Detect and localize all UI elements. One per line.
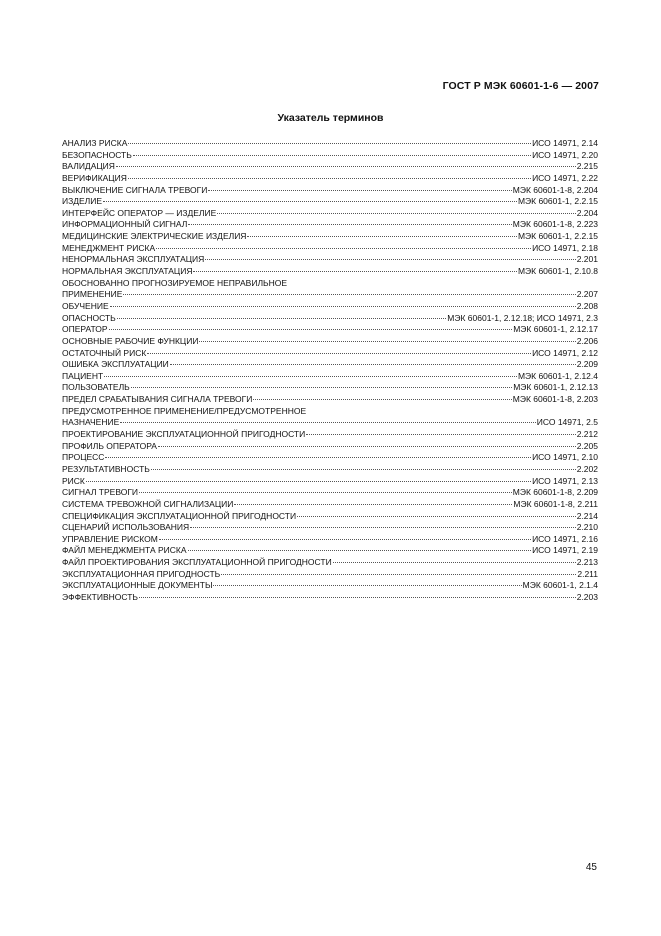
- index-entry: [62, 231, 598, 243]
- index-entry: [62, 522, 598, 534]
- index-reference: 2.215: [576, 161, 598, 172]
- index-entry: [62, 499, 598, 511]
- index-term: ПРОЦЕСС: [62, 452, 105, 463]
- index-entry: [62, 511, 598, 523]
- index-term: НОРМАЛЬНАЯ ЭКСПЛУАТАЦИЯ: [62, 266, 193, 277]
- index-reference: МЭК 60601-1, 2.10.8: [517, 266, 598, 277]
- index-entry: [62, 219, 598, 231]
- dot-leader: [170, 364, 576, 365]
- index-entry: [62, 185, 598, 197]
- index-reference: МЭК 60601-1, 2.12.18; ИСО 14971, 2.3: [447, 312, 598, 323]
- index-reference: ИСО 14971, 2.5: [536, 417, 598, 428]
- index-entry: [62, 301, 598, 313]
- index-term: ПРИМЕНЕНИЕ: [62, 289, 123, 300]
- index-term: ОСНОВНЫЕ РАБОЧИЕ ФУНКЦИИ: [62, 335, 199, 346]
- index-entry: [62, 441, 598, 453]
- dot-leader: [234, 504, 512, 505]
- dot-leader: [217, 213, 575, 214]
- index-reference: МЭК 60601-1-8, 2.209: [512, 487, 598, 498]
- index-entry: [62, 534, 598, 546]
- index-entry: [62, 266, 598, 278]
- index-entry: [62, 382, 598, 394]
- dot-leader: [117, 318, 447, 319]
- dot-leader: [139, 597, 576, 598]
- index-entry: [62, 359, 598, 371]
- index-term: СИСТЕМА ТРЕВОЖНОЙ СИГНАЛИЗАЦИИ: [62, 498, 234, 509]
- index-reference: 2.213: [576, 557, 598, 568]
- index-reference: 2.203: [576, 591, 598, 602]
- index-entry: [62, 254, 598, 266]
- index-entry: [62, 324, 598, 336]
- index-term: БЕЗОПАСНОСТЬ: [62, 149, 132, 160]
- index-entry: [62, 150, 598, 162]
- index-term: МЕДИЦИНСКИЕ ЭЛЕКТРИЧЕСКИЕ ИЗДЕЛИЯ: [62, 231, 247, 242]
- index-entry: [62, 161, 598, 173]
- index-entry: [62, 336, 598, 348]
- index-entry: [62, 464, 598, 476]
- index-term: ОБОСНОВАННО ПРОГНОЗИРУЕМОЕ НЕПРАВИЛЬНОЕ: [62, 277, 288, 288]
- index-reference: 2.204: [576, 207, 598, 218]
- index-reference: ИСО 14971, 2.12: [532, 347, 598, 358]
- dot-leader: [333, 562, 576, 563]
- index-term: РИСК: [62, 475, 85, 486]
- index-reference: 2.210: [576, 522, 598, 533]
- dot-leader: [208, 190, 511, 191]
- page-title: Указатель терминов: [277, 112, 384, 124]
- index-entry: [62, 545, 598, 557]
- dot-leader: [128, 178, 531, 179]
- index-term: ИНФОРМАЦИОННЫЙ СИГНАЛ: [62, 219, 188, 230]
- index-reference: ИСО 14971, 2.20: [532, 149, 598, 160]
- index-entry: [62, 289, 598, 301]
- index-term: ИНТЕРФЕЙС ОПЕРАТОР — ИЗДЕЛИЕ: [62, 207, 217, 218]
- index-term: ПРЕДУСМОТРЕННОЕ ПРИМЕНЕНИЕ/ПРЕДУСМОТРЕННОЕ: [62, 405, 307, 416]
- index-reference: 2.206: [576, 335, 598, 346]
- dot-leader: [123, 294, 575, 295]
- index-term: ФАЙЛ ПРОЕКТИРОВАНИЯ ЭКСПЛУАТАЦИОННОЙ ПРИГОДНОСТИ: [62, 557, 332, 568]
- index-entry: [62, 406, 598, 418]
- index-term: НЕНОРМАЛЬНАЯ ЭКСПЛУАТАЦИЯ: [62, 254, 205, 265]
- index-reference: 2.212: [576, 429, 598, 440]
- index-entry: [62, 417, 598, 429]
- term-index: [62, 138, 598, 604]
- dot-leader: [221, 574, 576, 575]
- index-reference: 2.211: [577, 568, 598, 579]
- dot-leader: [120, 422, 536, 423]
- index-term: ВЫКЛЮЧЕНИЕ СИГНАЛА ТРЕВОГИ: [62, 184, 208, 195]
- index-term: ОСТАТОЧНЫЙ РИСК: [62, 347, 147, 358]
- index-term: ПРЕДЕЛ СРАБАТЫВАНИЯ СИГНАЛА ТРЕВОГИ: [62, 394, 253, 405]
- dot-leader: [116, 166, 576, 167]
- dot-leader: [247, 236, 516, 237]
- index-reference: 2.209: [576, 359, 598, 370]
- index-reference: ИСО 14971, 2.22: [532, 172, 598, 183]
- dot-leader: [253, 399, 511, 400]
- index-term: РЕЗУЛЬТАТИВНОСТЬ: [62, 463, 150, 474]
- index-reference: МЭК 60601-1, 2.12.13: [513, 382, 598, 393]
- index-reference: 2.207: [576, 289, 598, 300]
- index-term: ОПАСНОСТЬ: [62, 312, 116, 323]
- index-reference: МЭК 60601-1-8, 2.211: [513, 498, 598, 509]
- index-term: ВАЛИДАЦИЯ: [62, 161, 115, 172]
- index-term: АНАЛИЗ РИСКА: [62, 138, 128, 148]
- dot-leader: [103, 201, 517, 202]
- dot-leader: [193, 271, 516, 272]
- dot-leader: [156, 248, 531, 249]
- index-term: НАЗНАЧЕНИЕ: [62, 417, 120, 428]
- index-reference: МЭК 60601-1, 2.12.4: [517, 370, 598, 381]
- index-term: СЦЕНАРИЙ ИСПОЛЬЗОВАНИЯ: [62, 522, 190, 533]
- index-term: ОБУЧЕНИЕ: [62, 300, 109, 311]
- index-term: УПРАВЛЕНИЕ РИСКОМ: [62, 533, 158, 544]
- dot-leader: [213, 585, 521, 586]
- page-number: 45: [585, 862, 597, 873]
- index-reference: МЭК 60601-1-8, 2.204: [512, 184, 598, 195]
- index-reference: МЭК 60601-1, 2.2.15: [517, 231, 598, 242]
- index-entry: [62, 208, 598, 220]
- dot-leader: [133, 155, 531, 156]
- index-entry: [62, 569, 598, 581]
- dot-leader: [188, 224, 511, 225]
- dot-leader: [158, 446, 576, 447]
- index-entry: [62, 487, 598, 499]
- index-entry: [62, 592, 598, 604]
- dot-leader: [128, 143, 531, 144]
- index-term: ЭКСПЛУАТАЦИОННАЯ ПРИГОДНОСТЬ: [62, 568, 221, 579]
- index-entry: [62, 557, 598, 569]
- index-term: СПЕЦИФИКАЦИЯ ЭКСПЛУАТАЦИОННОЙ ПРИГОДНОСТИ: [62, 510, 297, 521]
- index-reference: МЭК 60601-1, 2.1.4: [522, 580, 598, 591]
- dot-leader: [147, 353, 531, 354]
- dot-leader: [86, 481, 531, 482]
- index-reference: МЭК 60601-1-8, 2.203: [512, 394, 598, 405]
- index-term: ФАЙЛ МЕНЕДЖМЕНТА РИСКА: [62, 545, 187, 556]
- index-term: ПРОФИЛЬ ОПЕРАТОРА: [62, 440, 157, 451]
- index-entry: [62, 348, 598, 360]
- index-term: ОШИБКА ЭКСПЛУАТАЦИИ: [62, 359, 169, 370]
- dot-leader: [159, 539, 531, 540]
- index-term: ПОЛЬЗОВАТЕЛЬ: [62, 382, 130, 393]
- index-term: ПАЦИЕНТ: [62, 370, 104, 381]
- index-reference: ИСО 14971, 2.18: [532, 242, 598, 253]
- index-entry: [62, 243, 598, 255]
- index-entry: [62, 196, 598, 208]
- index-term: ЭФФЕКТИВНОСТЬ: [62, 591, 139, 602]
- index-reference: МЭК 60601-1, 2.2.15: [517, 196, 598, 207]
- index-term: СИГНАЛ ТРЕВОГИ: [62, 487, 139, 498]
- index-entry: [62, 476, 598, 488]
- index-reference: МЭК 60601-1-8, 2.223: [512, 219, 598, 230]
- index-term: ЭКСПЛУАТАЦИОННЫЕ ДОКУМЕНТЫ: [62, 580, 213, 591]
- dot-leader: [199, 341, 575, 342]
- index-entry: [62, 278, 598, 290]
- index-reference: ИСО 14971, 2.16: [532, 533, 598, 544]
- index-entry: [62, 138, 598, 150]
- index-reference: 2.214: [576, 510, 598, 521]
- index-term: МЕНЕДЖМЕНТ РИСКА: [62, 242, 156, 253]
- index-reference: 2.208: [576, 300, 598, 311]
- index-reference: ИСО 14971, 2.14: [532, 138, 598, 148]
- index-entry: [62, 429, 598, 441]
- index-term: ПРОЕКТИРОВАНИЕ ЭКСПЛУАТАЦИОННОЙ ПРИГОДНОСТИ: [62, 429, 306, 440]
- index-reference: ИСО 14971, 2.10: [532, 452, 598, 463]
- index-reference: ИСО 14971, 2.13: [532, 475, 598, 486]
- standard-header: ГОСТ Р МЭК 60601-1-6 — 2007: [442, 80, 599, 92]
- dot-leader: [190, 527, 576, 528]
- index-entry: [62, 313, 598, 325]
- index-reference: 2.201: [576, 254, 598, 265]
- dot-leader: [105, 457, 531, 458]
- index-term: ОПЕРАТОР: [62, 324, 108, 335]
- index-reference: МЭК 60601-1, 2.12.17: [513, 324, 598, 335]
- dot-leader: [306, 434, 575, 435]
- dot-leader: [188, 550, 532, 551]
- dot-leader: [110, 306, 576, 307]
- index-term: ИЗДЕЛИЕ: [62, 196, 103, 207]
- index-reference: 2.202: [576, 463, 598, 474]
- dot-leader: [151, 469, 576, 470]
- index-entry: [62, 394, 598, 406]
- index-entry: [62, 371, 598, 383]
- index-reference: 2.205: [576, 440, 598, 451]
- dot-leader: [104, 376, 517, 377]
- dot-leader: [131, 387, 512, 388]
- dot-leader: [205, 259, 575, 260]
- index-entry: [62, 580, 598, 592]
- index-term: ВЕРИФИКАЦИЯ: [62, 172, 127, 183]
- index-reference: ИСО 14971, 2.19: [532, 545, 598, 556]
- index-entry: [62, 173, 598, 185]
- index-entry: [62, 452, 598, 464]
- dot-leader: [139, 492, 512, 493]
- dot-leader: [297, 516, 576, 517]
- dot-leader: [109, 329, 513, 330]
